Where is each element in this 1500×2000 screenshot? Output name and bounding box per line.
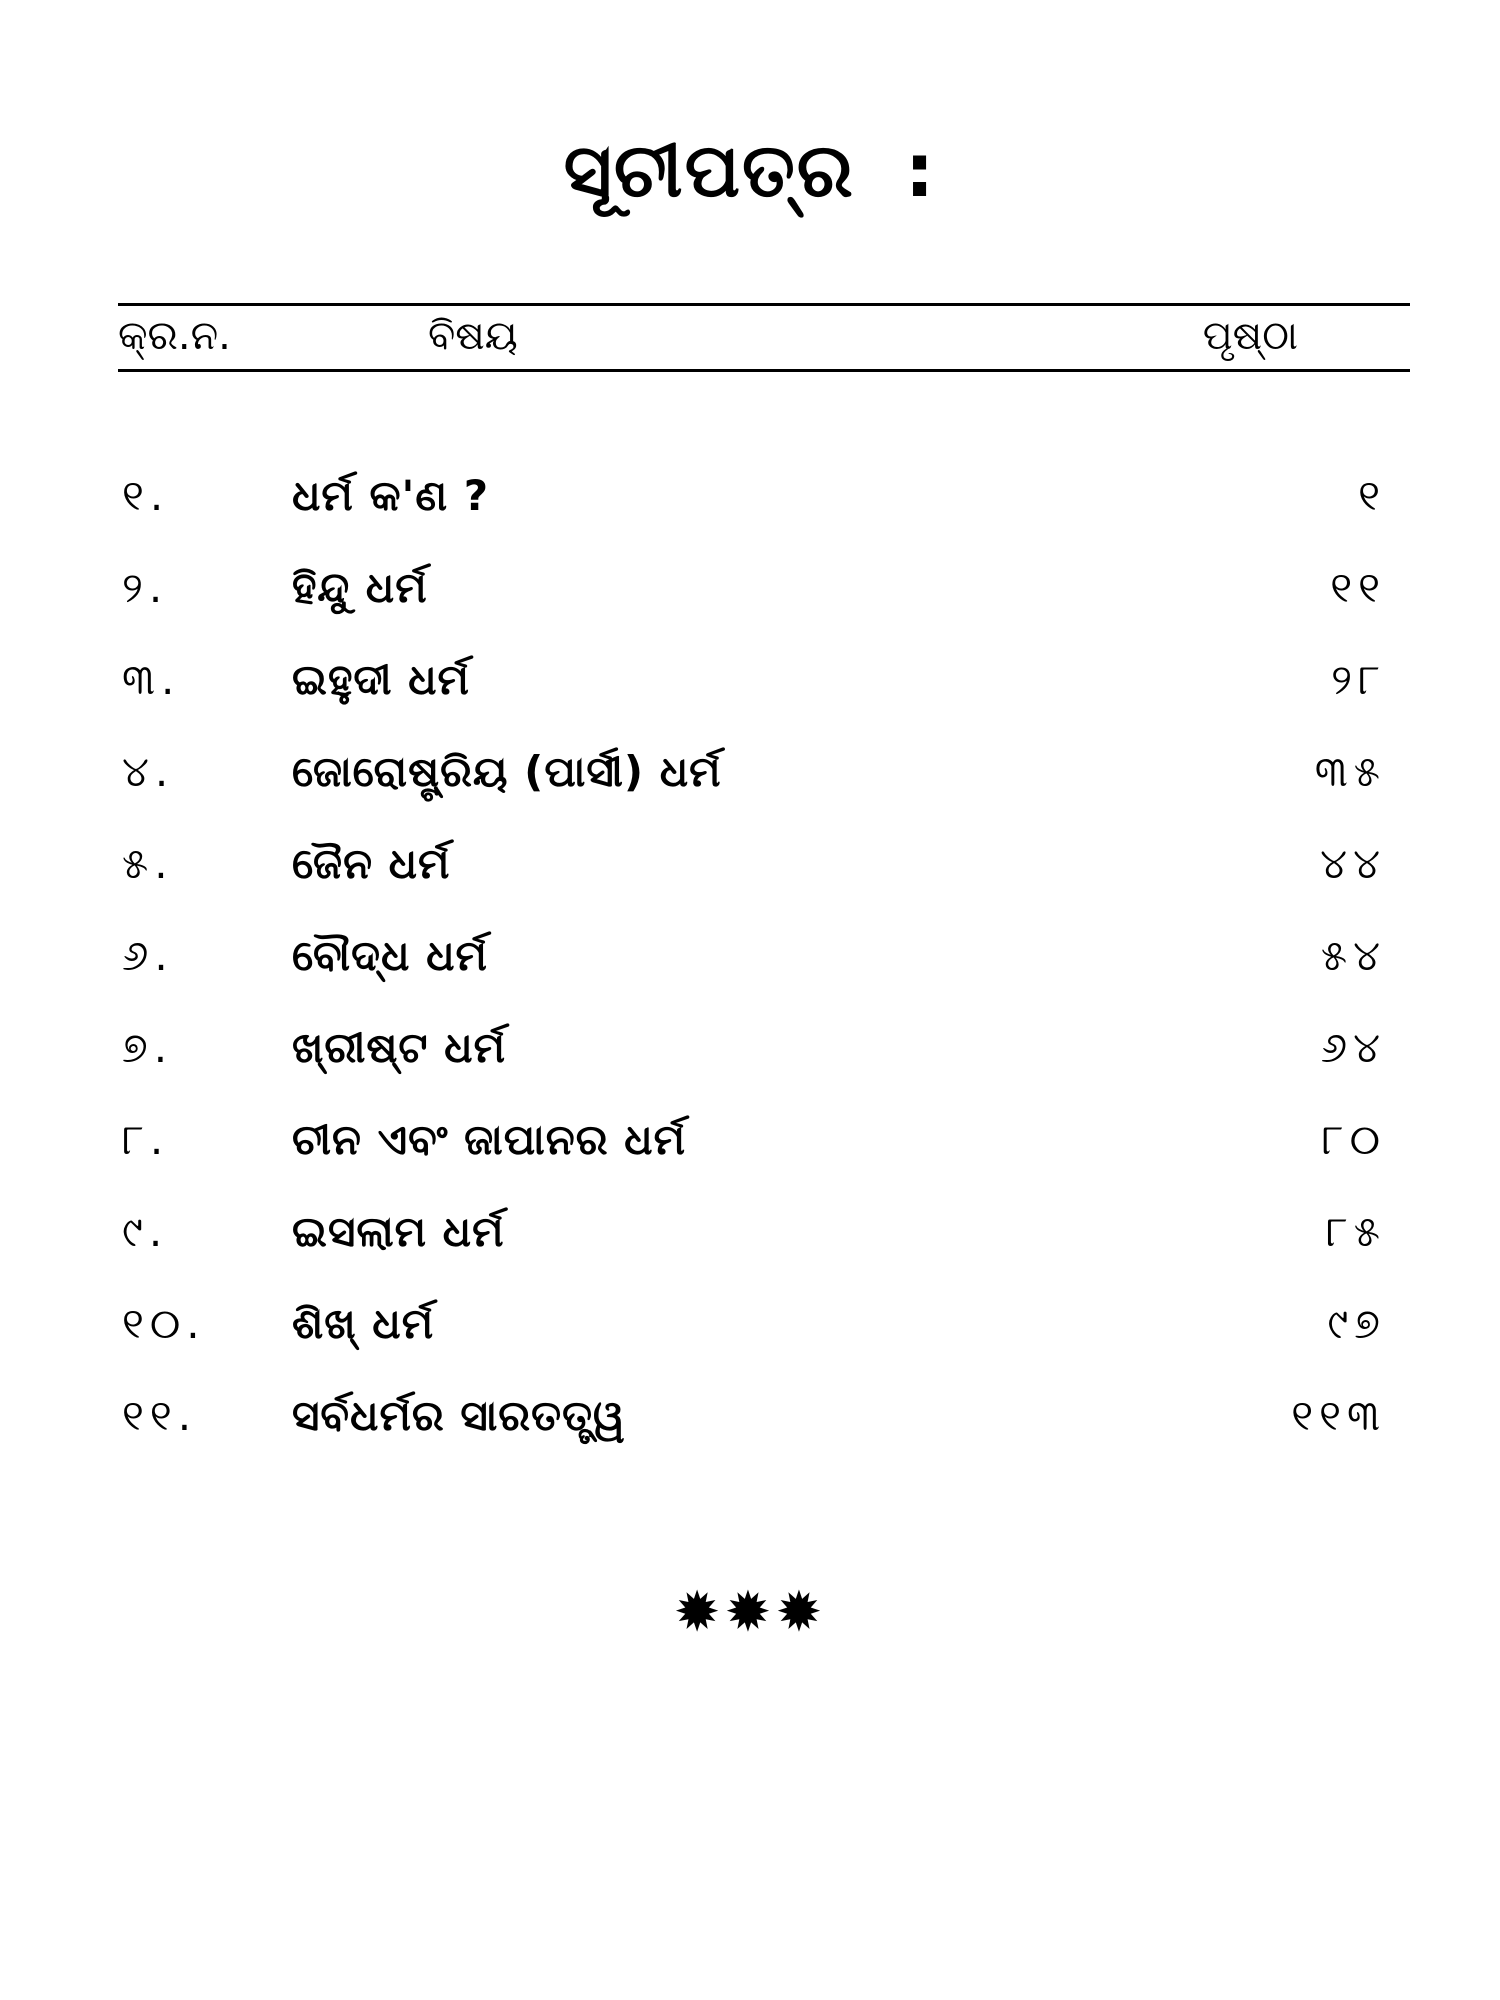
entry-page: ୮୦ <box>1321 1115 1386 1164</box>
entry-page: ୧୧ <box>1330 563 1386 612</box>
entry-page: ୨୮ <box>1331 655 1386 704</box>
entry-number: ୪. <box>122 747 175 796</box>
header-serial: କ୍ର.ନ. <box>118 313 231 359</box>
toc-header <box>0 306 1500 366</box>
entry-subject: ଚୀନ ଏବଂ ଜାପାନର ଧର୍ମ <box>292 1115 687 1164</box>
entry-page: ୩୫ <box>1314 747 1386 796</box>
header-subject: ବିଷୟ <box>428 313 518 359</box>
entry-subject: ଜୋରୋଷ୍ଟ୍ରିୟ (ପାର୍ସୀ) ଧର୍ମ <box>292 747 722 796</box>
entry-number: ୧. <box>122 471 170 520</box>
toc-entry <box>0 1192 1500 1284</box>
entry-number: ୫. <box>122 839 174 888</box>
toc-entry <box>0 1376 1500 1468</box>
entry-page: ୧୧୩ <box>1291 1391 1386 1440</box>
entry-subject: ହିନ୍ଦୁ ଧର୍ମ <box>292 563 428 612</box>
entry-page: ୪୪ <box>1320 839 1386 888</box>
toc-entry <box>0 732 1500 824</box>
toc-entry <box>0 824 1500 916</box>
entry-subject: ଧର୍ମ କ'ଣ ? <box>292 471 490 520</box>
entry-subject: ସର୍ବଧର୍ମର ସାରତତ୍ତ୍ୱ <box>292 1391 626 1440</box>
toc-list <box>0 456 1500 1468</box>
entry-page: ୬୪ <box>1320 1023 1386 1072</box>
entry-subject: ବୌଦ୍ଧ ଧର୍ମ <box>292 931 488 980</box>
entry-page: ୮୫ <box>1325 1207 1386 1256</box>
entry-number: ୬. <box>122 931 174 980</box>
toc-entry <box>0 1008 1500 1100</box>
entry-number: ୨. <box>122 563 169 612</box>
entry-number: ୧୦. <box>122 1299 206 1348</box>
page-title-text: ସୂଚୀପତ୍ର <box>563 128 855 214</box>
entry-subject: ଇସଲାମ ଧର୍ମ <box>292 1207 505 1256</box>
toc-entry <box>0 548 1500 640</box>
entry-subject: ଶିଖ୍ ଧର୍ମ <box>292 1299 435 1348</box>
header-bottom-rule <box>118 369 1410 372</box>
entry-number: ୩. <box>122 655 181 704</box>
entry-number: ୧୧. <box>122 1391 198 1440</box>
entry-subject: ଜୈନ ଧର୍ମ <box>292 839 451 888</box>
entry-page: ୯୭ <box>1327 1299 1386 1348</box>
page-title-colon: : <box>904 128 937 214</box>
entry-number: ୮. <box>122 1115 170 1164</box>
toc-entry <box>0 916 1500 1008</box>
entry-page: ୫୪ <box>1320 931 1386 980</box>
entry-number: ୯. <box>122 1207 169 1256</box>
toc-entry <box>0 1284 1500 1376</box>
toc-entry <box>0 456 1500 548</box>
entry-number: ୭. <box>122 1023 174 1072</box>
entry-page: ୧ <box>1358 471 1386 520</box>
toc-entry <box>0 640 1500 732</box>
ornament-divider: ✹✹✹ <box>673 1580 827 1645</box>
page-title <box>0 128 1500 215</box>
toc-entry <box>0 1100 1500 1192</box>
entry-subject: ଖ୍ରୀଷ୍ଟ ଧର୍ମ <box>292 1023 506 1072</box>
entry-subject: ଇହୁଦୀ ଧର୍ମ <box>292 655 470 704</box>
header-page: ପୃଷ୍ଠା <box>1202 313 1298 359</box>
